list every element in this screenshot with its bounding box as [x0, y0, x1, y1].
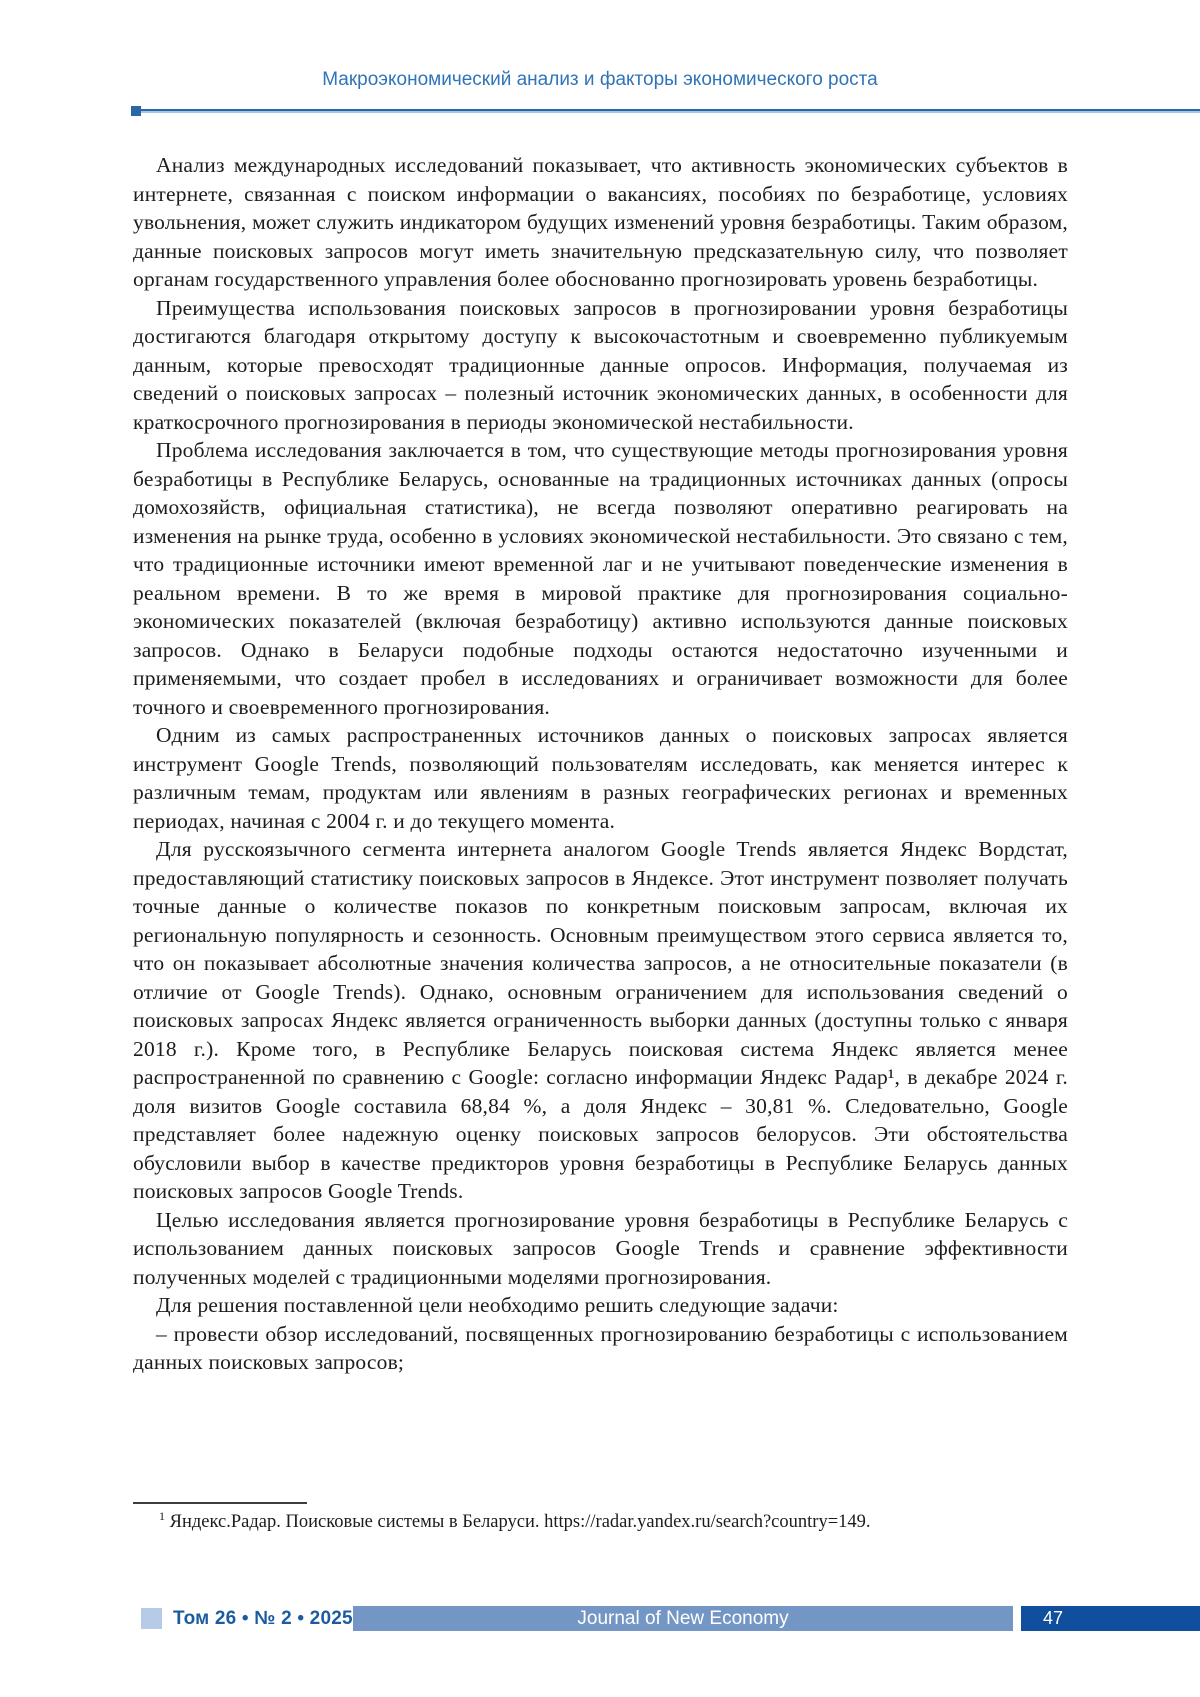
footnote [133, 1508, 1068, 1533]
paragraph-task-item: – провести обзор исследований, посвященных прогнозированию безработицы с использованием данных поисковых запросов; [133, 1321, 1068, 1374]
footnote-text: Яндекс.Радар. Поисковые системы в Беларуси. https://radar.yandex.ru/search?country=149. [165, 1512, 871, 1532]
paragraph-advantages: Преимущества использования поисковых запросов в прогнозировании уровня безработицы достигаются благодаря открытому доступу к высокочастотным и своевременно публикуемым данным, которые превосходят традиционные данные опросов. Информация, получаемая из сведений о поисковых запросах – полезный источник экономических данных, в особенности для краткосрочного прогнозирования в периоды экономической нестабильности. [133, 295, 1068, 434]
paragraph-yandex-wordstat: Для русскоязычного сегмента интернета аналогом Google Trends является Яндекс Вордстат, предоставляющий статистику поисковых запросов в Яндексе. Этот инструмент позволяет получать точные данные о количестве показов по конкретным поисковым запросам, включая их региональную популярность и сезонность. Основным преимуществом этого сервиса является то, что он показывает абсолютные значения количества запросов, а не относительные показатели (в отличие от Google Trends). Однако, основным ограничением для использования сведений о поисковых запросах Яндекс является ограниченность выборки данных (доступны только с января 2018 г.). Кроме того, в Республике Беларусь поисковая система Яндекс является менее распространенной по сравнению с Google: согласно информации Яндекс Радар¹, в декабре 2024 г. доля визитов Google составила 68,84 %, а доля Яндекс – 30,81 %. Следовательно, Google представляет более надежную оценку поисковых запросов белорусов. Эти обстоятельства обусловили выбор в качестве предикторов уровня безработицы в Республике Беларусь данных поисковых запросов Google Trends. [133, 837, 1068, 1203]
journal-name: Journal of New Economy [577, 1608, 789, 1629]
article-body [133, 151, 1068, 1377]
footnote-marker: 1 [159, 1508, 165, 1523]
volume-square-icon [141, 1608, 162, 1629]
paragraph-goal: Целью исследования является прогнозирование уровня безработицы в Республике Беларусь с использованием данных поисковых запросов Google Trends и сравнение эффективности полученных моделей с традиционными моделями прогнозирования. [133, 1207, 1068, 1289]
page-number: 47 [1043, 1608, 1064, 1628]
running-head: Макроэкономический анализ и факторы экономического роста [322, 69, 878, 90]
paragraph-intro: Анализ международных исследований показывает, что активность экономических субъектов в интернете, связанная с поиском информации о вакансиях, пособиях по безработице, условиях увольнения, может служить индикатором будущих изменений уровня безработицы. Таким образом, данные поисковых запросов могут иметь значительную предсказательную силу, что позволяет органам государственного управления более обоснованно прогнозировать уровень безработицы. [133, 153, 1068, 291]
page-number-box [1021, 1606, 1200, 1631]
header-rule-square-icon [131, 106, 141, 116]
footnote-separator [133, 1502, 307, 1504]
paragraph-tasks-intro: Для решения поставленной цели необходимо решить следующие задачи: [156, 1293, 839, 1317]
volume-issue-label: Том 26 • № 2 • 2025 [173, 1608, 353, 1629]
journal-name-bar [353, 1606, 1013, 1631]
page-footer [0, 1606, 1200, 1633]
paragraph-google-trends: Одним из самых распространенных источников данных о поисковых запросах является инструмент Google Trends, позволяющий пользователям исследовать, как меняется интерес к различным темам, продуктам или явлениям в разных географических регионах и временных периодах, начиная с 2004 г. и до текущего момента. [133, 723, 1068, 833]
paragraph-problem: Проблема исследования заключается в том, что существующие методы прогнозирования уровня безработицы в Республике Беларусь, основанные на традиционных источниках данных (опросы домохозяйств, официальная статистика), не всегда позволяют оперативно реагировать на изменения на рынке труда, особенно в условиях экономической нестабильности. Это связано с тем, что традиционные источники имеют временной лаг и не учитывают поведенческие изменения в реальном времени. В то же время в мировой практике для прогнозирования социально-экономических показателей (включая безработицу) активно используются данные поисковых запросов. Однако в Беларуси подобные подходы остаются недостаточно изученными и применяемыми, что создает пробел в исследованиях и ограничивает возможности для более точного и своевременного прогнозирования. [133, 438, 1068, 719]
header-rule [131, 109, 1200, 113]
